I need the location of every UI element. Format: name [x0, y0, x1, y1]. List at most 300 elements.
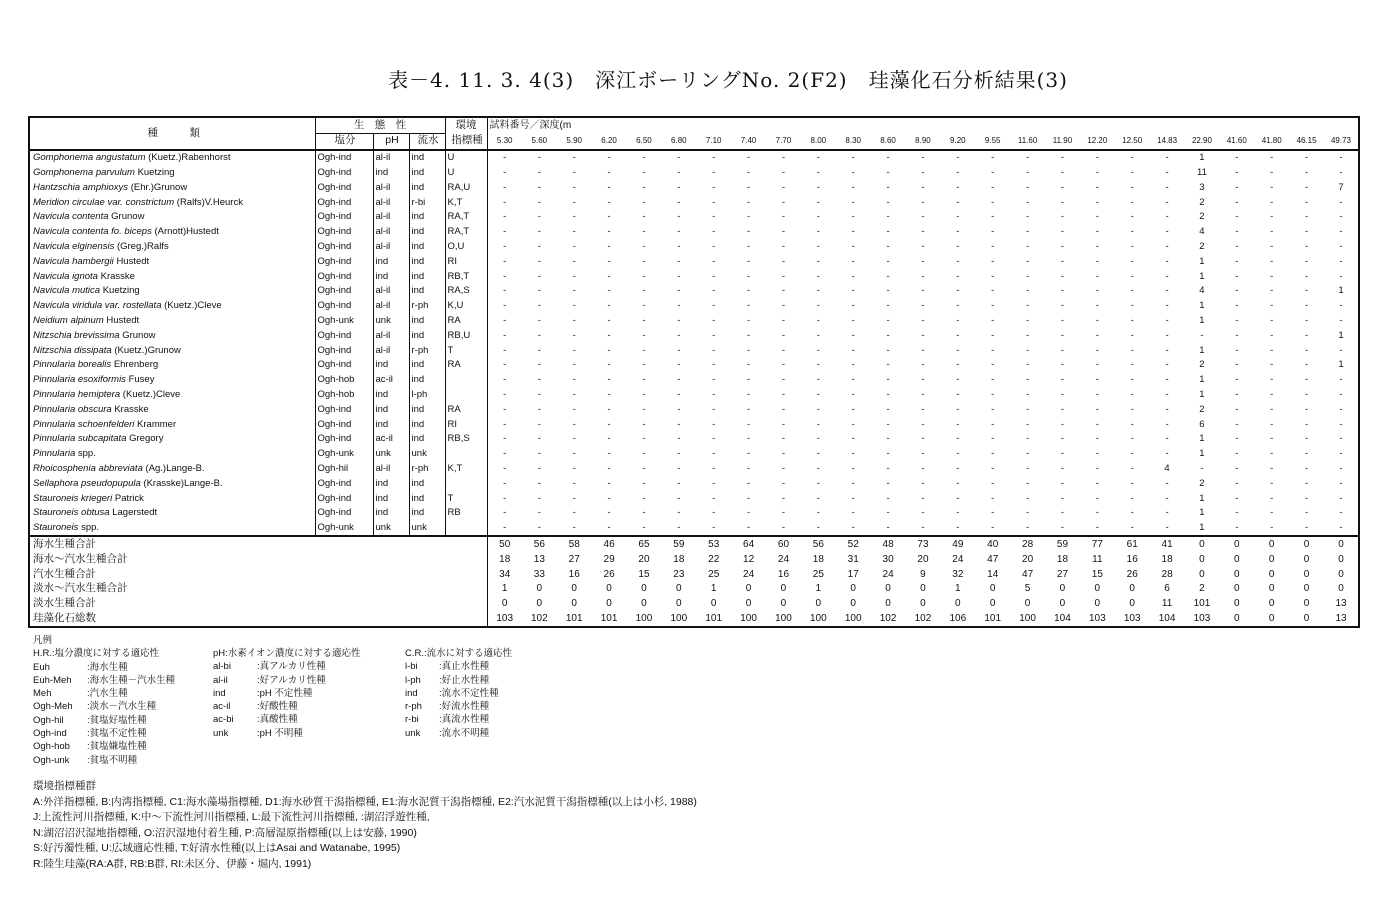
salt-value: Ogh-hob	[315, 373, 373, 388]
count-cell: -	[956, 403, 960, 415]
count-cell: -	[746, 300, 751, 312]
env-value: RB,S	[445, 432, 487, 447]
count-cell: -	[991, 240, 995, 252]
count-cell: -	[1165, 211, 1169, 223]
count-cell: -	[851, 329, 855, 341]
ph-value: ind	[373, 402, 409, 417]
legend-item	[213, 660, 361, 673]
count-cell: -	[503, 314, 507, 326]
count-cell: -	[537, 314, 541, 326]
total-cell: 0	[1094, 583, 1101, 595]
total-cell: 0	[641, 598, 647, 610]
ph-value: al-il	[373, 284, 409, 299]
count-cell: -	[886, 152, 890, 164]
count-cell: -	[677, 314, 681, 326]
legend-value: :真流水性種	[439, 714, 490, 726]
count-cell: -	[1304, 403, 1309, 415]
legend-key: Euh	[33, 661, 50, 673]
count-cell: -	[991, 344, 995, 356]
count-cell: -	[1095, 344, 1099, 356]
count-cell: -	[1060, 374, 1065, 386]
env-value: T	[445, 491, 487, 506]
count-cell: -	[746, 152, 751, 164]
count-cell: -	[1304, 433, 1309, 445]
current-value: ind	[409, 210, 445, 225]
count-cell: -	[746, 255, 751, 267]
count-cell: -	[1060, 344, 1065, 356]
count-cell: -	[712, 462, 716, 474]
count-cell: -	[1130, 492, 1134, 504]
count-cell: -	[781, 492, 786, 504]
legend-cr-title: C.R.:流水に対する適応性	[405, 648, 513, 659]
current-value: ind	[409, 476, 445, 491]
table-row	[29, 254, 1359, 269]
count-cell: -	[677, 448, 681, 460]
count-cell: -	[1339, 462, 1343, 474]
count-cell: -	[1060, 329, 1065, 341]
count-cell: -	[851, 255, 855, 267]
depth-header: 41.60	[1219, 133, 1254, 149]
species-name	[29, 461, 315, 476]
count-cell: -	[677, 166, 681, 178]
count-cell: -	[712, 240, 716, 252]
count-cell: -	[503, 477, 507, 489]
species-author: (Greg.)Ralfs	[116, 240, 169, 252]
total-cell: 0	[1199, 568, 1205, 580]
count-cell: -	[1339, 477, 1343, 489]
salt-value: Ogh-ind	[315, 402, 373, 417]
count-cell: -	[851, 196, 855, 208]
current-value: ind	[409, 239, 445, 254]
count-cell: -	[851, 388, 855, 400]
total-cell: 100	[740, 612, 757, 624]
count-cell: -	[1304, 522, 1309, 534]
count-cell: -	[642, 448, 646, 460]
total-cell: 59	[661, 536, 696, 552]
legend-value: :貧塩好塩性種	[87, 714, 147, 726]
current-value: ind	[409, 358, 445, 373]
total-row	[29, 611, 1359, 627]
count-cell: 2	[1199, 477, 1205, 489]
total-cell: 17	[847, 568, 859, 580]
current-value: r-ph	[409, 343, 445, 358]
count-cell: -	[1060, 211, 1065, 223]
count-cell: -	[781, 226, 786, 238]
count-cell: -	[1095, 477, 1099, 489]
count-cell: -	[537, 522, 541, 534]
count-cell: -	[1025, 240, 1030, 252]
count-cell: -	[886, 329, 890, 341]
count-cell: -	[1235, 433, 1239, 445]
count-cell: -	[1304, 492, 1309, 504]
count-cell: -	[712, 181, 716, 193]
count-cell: -	[1130, 448, 1134, 460]
count-cell: -	[1270, 255, 1274, 267]
count-cell: -	[1304, 181, 1309, 193]
count-cell: -	[677, 196, 681, 208]
total-cell: 50	[487, 536, 522, 552]
count-cell: -	[1235, 329, 1239, 341]
total-cell: 0	[1234, 598, 1240, 610]
count-cell: -	[1165, 166, 1169, 178]
species-author: (Krasske)Lange-B.	[143, 477, 223, 489]
count-cell: -	[1060, 492, 1065, 504]
count-cell: -	[642, 344, 646, 356]
count-cell: -	[781, 388, 786, 400]
depth-header: 12.50	[1115, 133, 1150, 149]
count-cell: 4	[1199, 285, 1205, 297]
legend-item	[33, 714, 175, 727]
count-cell: -	[781, 211, 786, 223]
species-name	[29, 284, 315, 299]
count-cell: -	[1060, 270, 1065, 282]
count-cell: -	[1235, 507, 1239, 519]
count-cell: -	[1165, 152, 1169, 164]
count-cell: -	[1130, 285, 1134, 297]
total-cell: 0	[850, 583, 856, 595]
count-cell: -	[746, 166, 751, 178]
total-cell: 100	[844, 612, 862, 624]
count-cell: -	[1304, 344, 1309, 356]
count-cell: -	[1270, 240, 1274, 252]
count-cell: -	[956, 166, 960, 178]
count-cell: -	[503, 344, 507, 356]
count-cell: -	[642, 418, 646, 430]
count-cell: -	[1130, 196, 1134, 208]
count-cell: 1	[1338, 285, 1344, 297]
species-author: Krasske	[114, 403, 149, 415]
legend-value: :好止水性種	[439, 674, 490, 686]
total-cell: 49	[940, 536, 975, 552]
count-cell: -	[886, 433, 890, 445]
count-cell: -	[712, 477, 716, 489]
count-cell: -	[503, 492, 507, 504]
count-cell: -	[677, 477, 681, 489]
legend-item	[33, 727, 175, 740]
table-row	[29, 373, 1359, 388]
total-label: 汽水生種合計	[29, 567, 487, 582]
count-cell: -	[572, 240, 576, 252]
species-name	[29, 373, 315, 388]
header-ph: pH	[373, 133, 409, 149]
species-latin: Navicula hambergii	[33, 255, 114, 267]
species-latin: Pinnularia schoenfelderi	[33, 418, 135, 430]
count-cell: -	[1095, 403, 1099, 415]
count-cell: -	[572, 285, 576, 297]
count-cell: -	[642, 507, 646, 519]
count-cell: -	[816, 492, 820, 504]
count-cell: -	[991, 181, 995, 193]
count-cell: -	[607, 433, 611, 445]
species-latin: Pinnularia subcapitata	[33, 433, 127, 445]
count-cell: -	[956, 255, 960, 267]
legend-item	[33, 687, 175, 700]
count-cell: -	[781, 166, 786, 178]
legend-key: Ogh-unk	[33, 754, 70, 766]
species-author: Krammer	[137, 418, 177, 430]
ph-value: ind	[373, 165, 409, 180]
count-cell: -	[503, 226, 507, 238]
count-cell: -	[503, 270, 507, 282]
count-cell: -	[781, 314, 786, 326]
count-cell: -	[677, 462, 681, 474]
table-row	[29, 165, 1359, 180]
count-cell: -	[1165, 522, 1169, 534]
count-cell: -	[781, 285, 786, 297]
total-cell: 60	[766, 536, 801, 552]
count-cell: -	[851, 152, 855, 164]
count-cell: -	[781, 359, 786, 371]
total-cell: 9	[920, 568, 926, 580]
count-cell: -	[1025, 300, 1030, 312]
total-cell: 0	[920, 598, 926, 610]
count-cell: -	[816, 477, 820, 489]
count-cell: -	[712, 166, 716, 178]
count-cell: -	[503, 240, 507, 252]
table-row	[29, 447, 1359, 462]
salt-value: Ogh-ind	[315, 343, 373, 358]
env-line: A:外洋指標種, B:内湾指標種, C1:海水藻場指標種, D1:海水砂質干潟指標種, E1:海水泥質干潟指標種, E2:汽水泥質干潟指標種(以上は小杉, 1988)	[33, 795, 697, 808]
env-value	[445, 447, 487, 462]
count-cell: -	[1304, 374, 1309, 386]
legend-key: al-il	[213, 674, 228, 686]
count-cell: -	[1025, 433, 1030, 445]
species-author: Hustedt	[116, 255, 150, 267]
count-cell: -	[1025, 255, 1030, 267]
count-cell: -	[1270, 196, 1274, 208]
species-latin: Meridion circulae var. constrictum	[33, 196, 175, 208]
env-title: 環境指標種群	[33, 780, 96, 792]
legend-key: unk	[405, 727, 421, 739]
count-cell: -	[1130, 300, 1134, 312]
count-cell: -	[677, 418, 681, 430]
count-cell: -	[537, 359, 541, 371]
count-cell: -	[816, 388, 820, 400]
diatom-table	[28, 116, 1360, 628]
count-cell: -	[816, 285, 820, 297]
species-author: spp.	[77, 448, 96, 460]
count-cell: -	[1235, 462, 1239, 474]
env-value: RA	[445, 313, 487, 328]
count-cell: -	[991, 226, 995, 238]
salt-value: Ogh-unk	[315, 447, 373, 462]
species-latin: Nitzschia dissipata	[33, 344, 112, 356]
total-cell: 12	[743, 553, 755, 565]
count-cell: -	[746, 211, 751, 223]
count-cell: -	[991, 166, 995, 178]
total-cell: 27	[568, 553, 580, 565]
count-cell: -	[712, 448, 716, 460]
count-cell: -	[503, 152, 507, 164]
env-value: RA	[445, 402, 487, 417]
env-value: RB	[445, 506, 487, 521]
legend-item	[405, 727, 512, 740]
total-cell: 40	[975, 536, 1010, 552]
species-author: Kuetzing	[137, 166, 175, 178]
species-latin: Neidium alpinum	[33, 314, 104, 326]
count-cell: -	[746, 240, 751, 252]
total-cell: 0	[1338, 553, 1344, 565]
count-cell: -	[572, 344, 576, 356]
count-cell: -	[1130, 418, 1134, 430]
count-cell: -	[607, 196, 611, 208]
count-cell: -	[1165, 492, 1169, 504]
count-cell: -	[1165, 255, 1169, 267]
count-cell: -	[537, 240, 541, 252]
count-cell: -	[1165, 403, 1169, 415]
total-cell: 61	[1115, 536, 1150, 552]
count-cell: -	[1025, 285, 1030, 297]
count-cell: -	[851, 240, 855, 252]
count-cell: -	[607, 522, 611, 534]
count-cell: -	[642, 522, 646, 534]
legend-item	[213, 687, 361, 700]
count-cell: -	[1235, 522, 1239, 534]
count-cell: -	[956, 388, 960, 400]
depth-header: 5.60	[522, 133, 557, 149]
count-cell: -	[1270, 181, 1274, 193]
depth-header: 11.60	[1010, 133, 1045, 149]
count-cell: -	[677, 344, 681, 356]
salt-value: Ogh-hob	[315, 387, 373, 402]
count-cell: -	[1130, 374, 1134, 386]
count-cell: -	[991, 270, 995, 282]
species-author: Grunow	[122, 329, 156, 341]
total-cell: 11	[1161, 598, 1173, 610]
legend-item	[213, 700, 361, 713]
total-cell: 56	[522, 536, 557, 552]
count-cell: -	[642, 270, 646, 282]
total-cell: 31	[847, 553, 859, 565]
count-cell: -	[642, 300, 646, 312]
count-cell: -	[677, 270, 681, 282]
count-cell: -	[537, 270, 541, 282]
total-cell: 100	[670, 612, 688, 624]
table-row	[29, 491, 1359, 506]
legend-item	[33, 674, 175, 687]
legend-title: 凡例	[33, 635, 53, 646]
count-cell: -	[956, 314, 960, 326]
count-cell: -	[816, 462, 820, 474]
species-name	[29, 343, 315, 358]
count-cell: 4	[1199, 226, 1205, 238]
count-cell: -	[886, 522, 890, 534]
count-cell: -	[921, 255, 925, 267]
count-cell: -	[1235, 418, 1239, 430]
count-cell: -	[956, 285, 960, 297]
count-cell: -	[1339, 196, 1343, 208]
count-cell: -	[851, 270, 855, 282]
count-cell: -	[816, 152, 820, 164]
count-cell: -	[642, 240, 646, 252]
current-value: r-ph	[409, 461, 445, 476]
count-cell: -	[816, 359, 820, 371]
table-row	[29, 313, 1359, 328]
salt-value: Ogh-ind	[315, 150, 373, 166]
count-cell: -	[1095, 359, 1099, 371]
total-cell: 0	[1234, 612, 1240, 624]
legend-key: ind	[213, 687, 226, 699]
count-cell: -	[816, 418, 820, 430]
count-cell: -	[886, 418, 890, 430]
total-cell: 0	[1303, 612, 1310, 624]
total-cell: 18	[1056, 553, 1069, 565]
count-cell: -	[712, 359, 716, 371]
salt-value: Ogh-ind	[315, 210, 373, 225]
count-cell: -	[746, 374, 751, 386]
count-cell: -	[1095, 522, 1099, 534]
species-author: spp.	[81, 522, 100, 534]
count-cell: -	[1025, 492, 1030, 504]
count-cell: -	[956, 152, 960, 164]
header-species: 種 類	[29, 117, 315, 150]
species-author: (Kuetz.)Cleve	[164, 300, 222, 312]
total-cell: 0	[1338, 583, 1344, 595]
species-latin: Gomphonema angustatum	[33, 152, 146, 164]
count-cell: -	[1304, 166, 1309, 178]
current-value: ind	[409, 313, 445, 328]
depth-header: 9.55	[975, 133, 1010, 149]
total-cell: 73	[906, 536, 941, 552]
count-cell: -	[1339, 211, 1343, 223]
count-cell: -	[607, 226, 611, 238]
count-cell: -	[1095, 433, 1099, 445]
count-cell: -	[781, 344, 786, 356]
count-cell: -	[1165, 196, 1169, 208]
table-row	[29, 225, 1359, 240]
count-cell: -	[921, 211, 925, 223]
count-cell: -	[1339, 522, 1343, 534]
count-cell: -	[572, 477, 576, 489]
count-cell: -	[816, 240, 820, 252]
total-cell: 104	[1158, 612, 1176, 624]
legend-item	[405, 713, 512, 726]
count-cell: 1	[1199, 314, 1205, 326]
count-cell: -	[712, 374, 716, 386]
count-cell: -	[1130, 240, 1134, 252]
ph-value: al-il	[373, 343, 409, 358]
env-line: R:陸生珪藻(RA:A群, RB:B群, RI:未区分、伊藤・堀内, 1991)	[33, 857, 312, 870]
total-cell: 0	[1303, 598, 1310, 610]
count-cell: -	[537, 329, 541, 341]
env-value	[445, 387, 487, 402]
total-cell: 24	[882, 568, 894, 580]
count-cell: -	[712, 285, 716, 297]
species-latin: Navicula ignota	[33, 270, 98, 282]
count-cell: 7	[1338, 181, 1344, 193]
count-cell: -	[921, 166, 925, 178]
count-cell: -	[991, 462, 995, 474]
count-cell: -	[677, 329, 681, 341]
count-cell: -	[537, 403, 541, 415]
total-cell: 20	[917, 553, 929, 565]
count-cell: -	[712, 433, 716, 445]
count-cell: -	[781, 152, 786, 164]
species-name	[29, 447, 315, 462]
env-value: T	[445, 343, 487, 358]
count-cell: -	[572, 433, 576, 445]
total-cell: 0	[1234, 568, 1240, 580]
count-cell: -	[956, 270, 960, 282]
count-cell: -	[886, 359, 890, 371]
species-author: Gregory	[129, 433, 164, 445]
count-cell: -	[816, 329, 820, 341]
table-row	[29, 195, 1359, 210]
species-author: Ehrenberg	[113, 359, 159, 371]
depth-header: 7.10	[696, 133, 731, 149]
count-cell: -	[572, 329, 576, 341]
legend-key: ac-il	[213, 701, 231, 713]
